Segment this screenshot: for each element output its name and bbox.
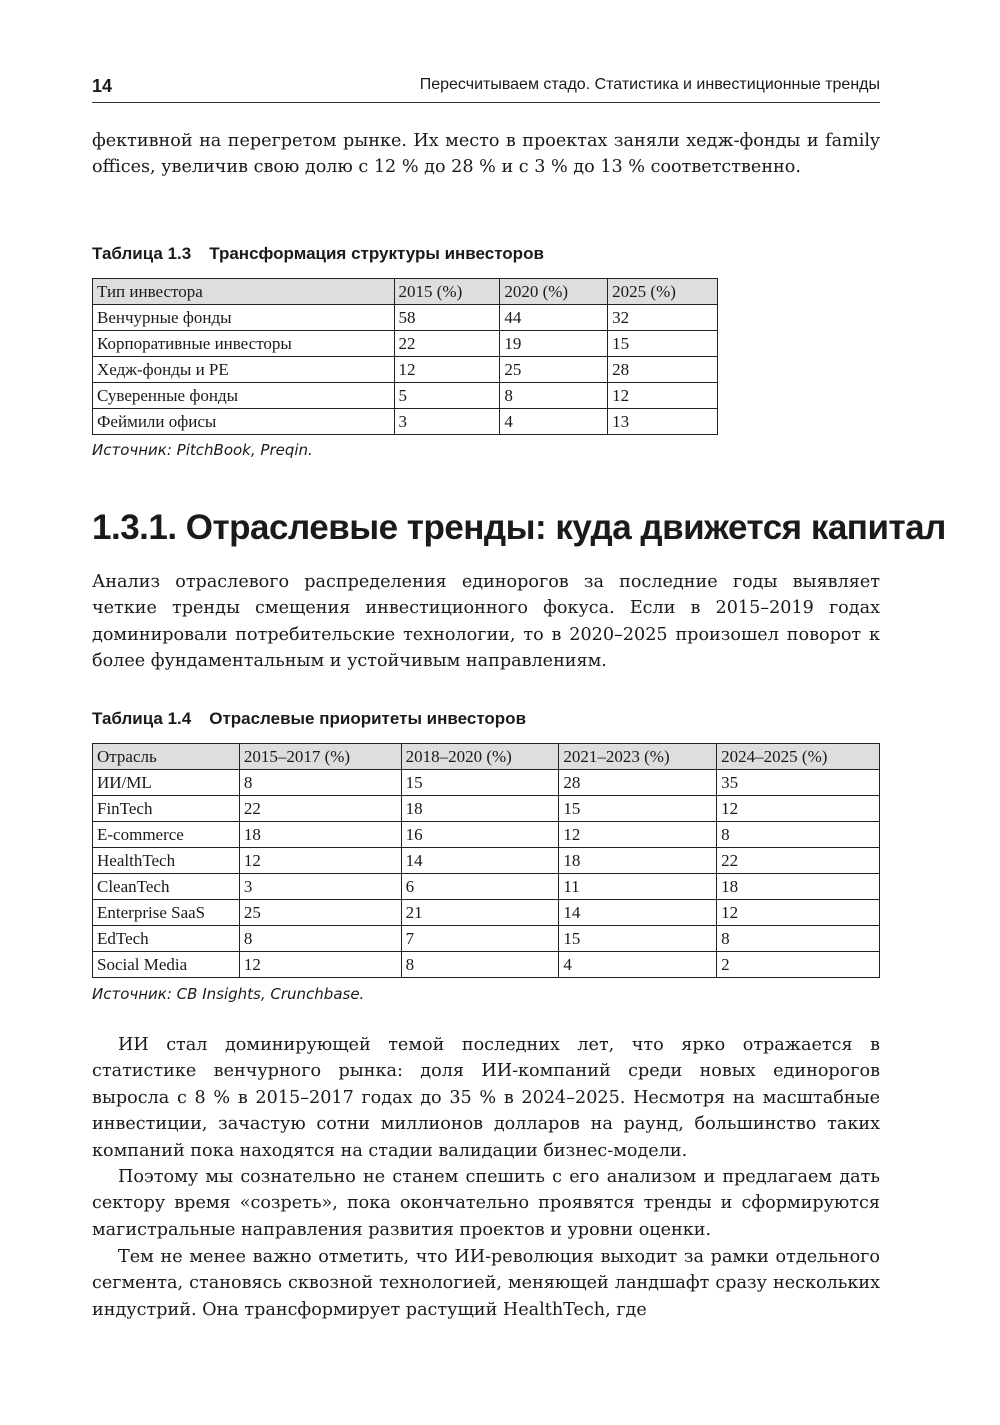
table-1-3-source: Источник: PitchBook, Preqin. [92, 441, 313, 459]
table-header-row [93, 279, 718, 305]
section-paragraph: Анализ отраслевого распределения единорогов за последние годы выявляет четкие тренды смещения инвестиционного фокуса. Если в 2015–2019 годах доминировали потребительские технологии, то в 2020–2025 произошел поворот к более фундаментальным и устойчивым направлениям. [92, 572, 880, 672]
table-row [93, 305, 718, 331]
value-cell: 18 [401, 796, 559, 822]
row-label-cell: Хедж-фонды и PE [93, 357, 395, 383]
value-cell: 18 [239, 822, 401, 848]
column-header: 2018–2020 (%) [401, 744, 559, 770]
value-cell: 12 [717, 796, 880, 822]
running-title: Пересчитываем стадо. Статистика и инвестиционные тренды [419, 76, 880, 93]
row-label-cell: Social Media [93, 952, 240, 978]
page-number: 14 [92, 76, 113, 96]
row-label-cell: Феймили офисы [93, 409, 395, 435]
value-cell: 8 [239, 770, 401, 796]
paragraph-wait-maturity: Поэтому мы сознательно не станем спешить с его анализом и предлагаем дать сектору время «созреть», пока окончательно проявятся тренды и сформируются магистральные направления развития проектов и уровни оценки. [92, 1167, 880, 1240]
table-row [93, 331, 718, 357]
table-row [93, 357, 718, 383]
value-cell: 3 [394, 409, 500, 435]
value-cell: 44 [500, 305, 608, 331]
column-header: Отрасль [93, 744, 240, 770]
table-row [93, 770, 880, 796]
value-cell: 18 [559, 848, 717, 874]
value-cell: 19 [500, 331, 608, 357]
page-header [92, 72, 880, 103]
value-cell: 6 [401, 874, 559, 900]
value-cell: 12 [394, 357, 500, 383]
value-cell: 16 [401, 822, 559, 848]
section-heading: 1.3.1. Отраслевые тренды: куда движется капитал [92, 508, 946, 547]
value-cell: 15 [608, 331, 718, 357]
industry-priorities-table [92, 743, 880, 978]
value-cell: 18 [717, 874, 880, 900]
table-label: Таблица 1.3 [92, 244, 192, 263]
table-row [93, 900, 880, 926]
table-row [93, 848, 880, 874]
table-header-row [93, 744, 880, 770]
table-label: Таблица 1.4 [92, 709, 192, 728]
column-header: Тип инвестора [93, 279, 395, 305]
value-cell: 22 [717, 848, 880, 874]
column-header: 2025 (%) [608, 279, 718, 305]
table-row [93, 822, 880, 848]
value-cell: 12 [608, 383, 718, 409]
table-row [93, 796, 880, 822]
value-cell: 35 [717, 770, 880, 796]
row-label-cell: Венчурные фонды [93, 305, 395, 331]
value-cell: 11 [559, 874, 717, 900]
row-label-cell: Суверенные фонды [93, 383, 395, 409]
value-cell: 5 [394, 383, 500, 409]
paragraph-ai-revolution: Тем не менее важно отметить, что ИИ-революция выходит за рамки отдельного сегмента, становясь сквозной технологией, меняющей ландшафт сразу нескольких индустрий. Она трансформирует растущий HealthTech, где [92, 1247, 880, 1320]
row-label-cell: E-commerce [93, 822, 240, 848]
row-label-cell: FinTech [93, 796, 240, 822]
table-row [93, 952, 880, 978]
value-cell: 8 [401, 952, 559, 978]
value-cell: 12 [239, 848, 401, 874]
value-cell: 8 [239, 926, 401, 952]
table-row [93, 383, 718, 409]
value-cell: 4 [559, 952, 717, 978]
column-header: 2024–2025 (%) [717, 744, 880, 770]
table-1-3-caption [92, 244, 544, 264]
table-1-4-caption [92, 709, 526, 729]
row-label-cell: CleanTech [93, 874, 240, 900]
value-cell: 28 [608, 357, 718, 383]
column-header: 2020 (%) [500, 279, 608, 305]
value-cell: 58 [394, 305, 500, 331]
value-cell: 25 [239, 900, 401, 926]
column-header: 2015–2017 (%) [239, 744, 401, 770]
row-label-cell: ИИ/ML [93, 770, 240, 796]
row-label-cell: EdTech [93, 926, 240, 952]
value-cell: 25 [500, 357, 608, 383]
value-cell: 2 [717, 952, 880, 978]
value-cell: 15 [559, 926, 717, 952]
row-label-cell: Enterprise SaaS [93, 900, 240, 926]
value-cell: 22 [239, 796, 401, 822]
value-cell: 12 [239, 952, 401, 978]
value-cell: 8 [717, 926, 880, 952]
value-cell: 7 [401, 926, 559, 952]
value-cell: 32 [608, 305, 718, 331]
investor-structure-table [92, 278, 718, 435]
value-cell: 15 [559, 796, 717, 822]
column-header: 2021–2023 (%) [559, 744, 717, 770]
value-cell: 14 [401, 848, 559, 874]
value-cell: 21 [401, 900, 559, 926]
paragraph-ai-dominance: ИИ стал доминирующей темой последних лет, что ярко отражается в статистике венчурного рынка: доля ИИ-компаний среди новых единорогов выросла с 8 % в 2015–2017 годах до 35 % в 2024–2025. Несмотря на масштабные инвестиции, зачастую сотни миллионов долларов на раунд, большинство таких компаний пока находятся на стадии валидации бизнес-модели. [92, 1035, 880, 1161]
table-1-4-source: Источник: CB Insights, Crunchbase. [92, 985, 365, 1003]
value-cell: 8 [717, 822, 880, 848]
value-cell: 4 [500, 409, 608, 435]
value-cell: 22 [394, 331, 500, 357]
table-title: Отраслевые приоритеты инвесторов [209, 709, 527, 728]
row-label-cell: HealthTech [93, 848, 240, 874]
value-cell: 15 [401, 770, 559, 796]
value-cell: 28 [559, 770, 717, 796]
value-cell: 8 [500, 383, 608, 409]
value-cell: 13 [608, 409, 718, 435]
table-row [93, 926, 880, 952]
value-cell: 3 [239, 874, 401, 900]
column-header: 2015 (%) [394, 279, 500, 305]
table-title: Трансформация структуры инвесторов [209, 244, 544, 263]
value-cell: 12 [717, 900, 880, 926]
row-label-cell: Корпоративные инвесторы [93, 331, 395, 357]
value-cell: 14 [559, 900, 717, 926]
intro-paragraph: фективной на перегретом рынке. Их место в проектах заняли хедж-фонды и family offices, увеличив свою долю с 12 % до 28 % и с 3 % до 13 % соответственно. [92, 131, 880, 178]
table-row [93, 874, 880, 900]
value-cell: 12 [559, 822, 717, 848]
table-row [93, 409, 718, 435]
